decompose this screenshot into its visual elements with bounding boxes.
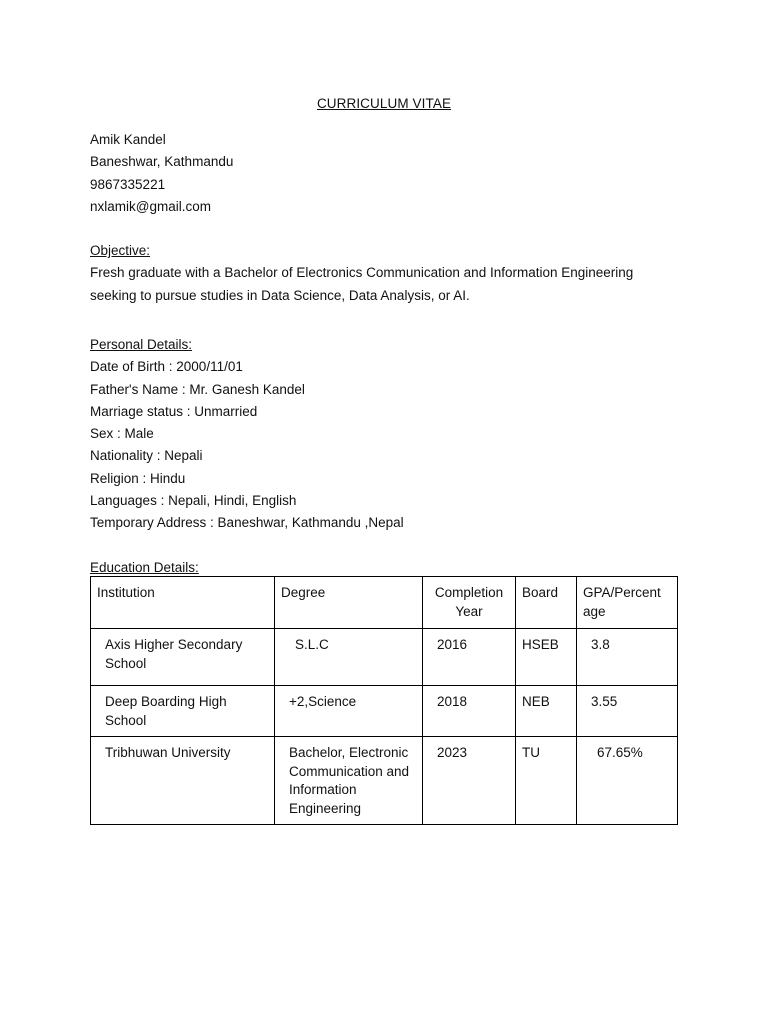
cell-gpa: 3.55 (577, 686, 678, 737)
personal-details-heading: Personal Details: (90, 337, 193, 352)
cell-year: 2023 (423, 737, 516, 825)
nationality: Nationality : Nepali (90, 448, 203, 464)
cell-gpa: 67.65% (577, 737, 678, 825)
contact-phone: 9867335221 (90, 176, 166, 192)
temporary-address: Temporary Address : Baneshwar, Kathmandu ,Nepal (90, 515, 404, 531)
contact-name: Amik Kandel (90, 132, 166, 147)
cell-year: 2018 (423, 686, 516, 737)
cell-board: HSEB (516, 629, 577, 686)
cell-degree: S.L.C (275, 629, 423, 686)
cell-degree: +2,Science (275, 686, 423, 737)
objective-heading: Objective: (90, 243, 151, 258)
header-institution: Institution (91, 577, 275, 629)
header-gpa: GPA/Percent age (577, 577, 678, 629)
contact-email: nxlamik@gmail.com (90, 198, 211, 214)
cell-institution: Axis Higher Secondary School (91, 629, 275, 686)
fathers-name: Father's Name : Mr. Ganesh Kandel (90, 381, 305, 397)
cell-institution: Tribhuwan University (91, 737, 275, 825)
sex: Sex : Male (90, 426, 154, 442)
personal-details-section (90, 334, 690, 535)
education-heading: Education Details: (90, 560, 199, 575)
cell-gpa: 3.8 (577, 629, 678, 686)
header-board: Board (516, 577, 577, 629)
languages: Languages : Nepali, Hindi, English (90, 493, 297, 509)
contact-address: Baneshwar, Kathmandu (90, 154, 234, 170)
education-table (90, 576, 678, 825)
cell-year: 2016 (423, 629, 516, 686)
cell-board: TU (516, 737, 577, 825)
table-row (91, 686, 678, 737)
cell-board: NEB (516, 686, 577, 737)
cell-degree: Bachelor, Electronic Communication and Information Engineering (275, 737, 423, 825)
objective-section (90, 240, 690, 307)
objective-text-line: Fresh graduate with a Bachelor of Electronics Communication and Information Engineering (90, 265, 634, 281)
objective-text-line: seeking to pursue studies in Data Science, Data Analysis, or AI. (90, 287, 470, 303)
marriage-status: Marriage status : Unmarried (90, 403, 258, 419)
header-completion-year: Completion Year (423, 577, 516, 629)
religion: Religion : Hindu (90, 470, 186, 486)
cell-institution: Deep Boarding High School (91, 686, 275, 737)
date-of-birth: Date of Birth : 2000/11/01 (90, 359, 243, 375)
table-header-row (91, 577, 678, 629)
header-degree: Degree (275, 577, 423, 629)
contact-section (90, 129, 690, 218)
document-title: CURRICULUM VITAE (316, 96, 452, 111)
table-row (91, 629, 678, 686)
table-row (91, 737, 678, 825)
